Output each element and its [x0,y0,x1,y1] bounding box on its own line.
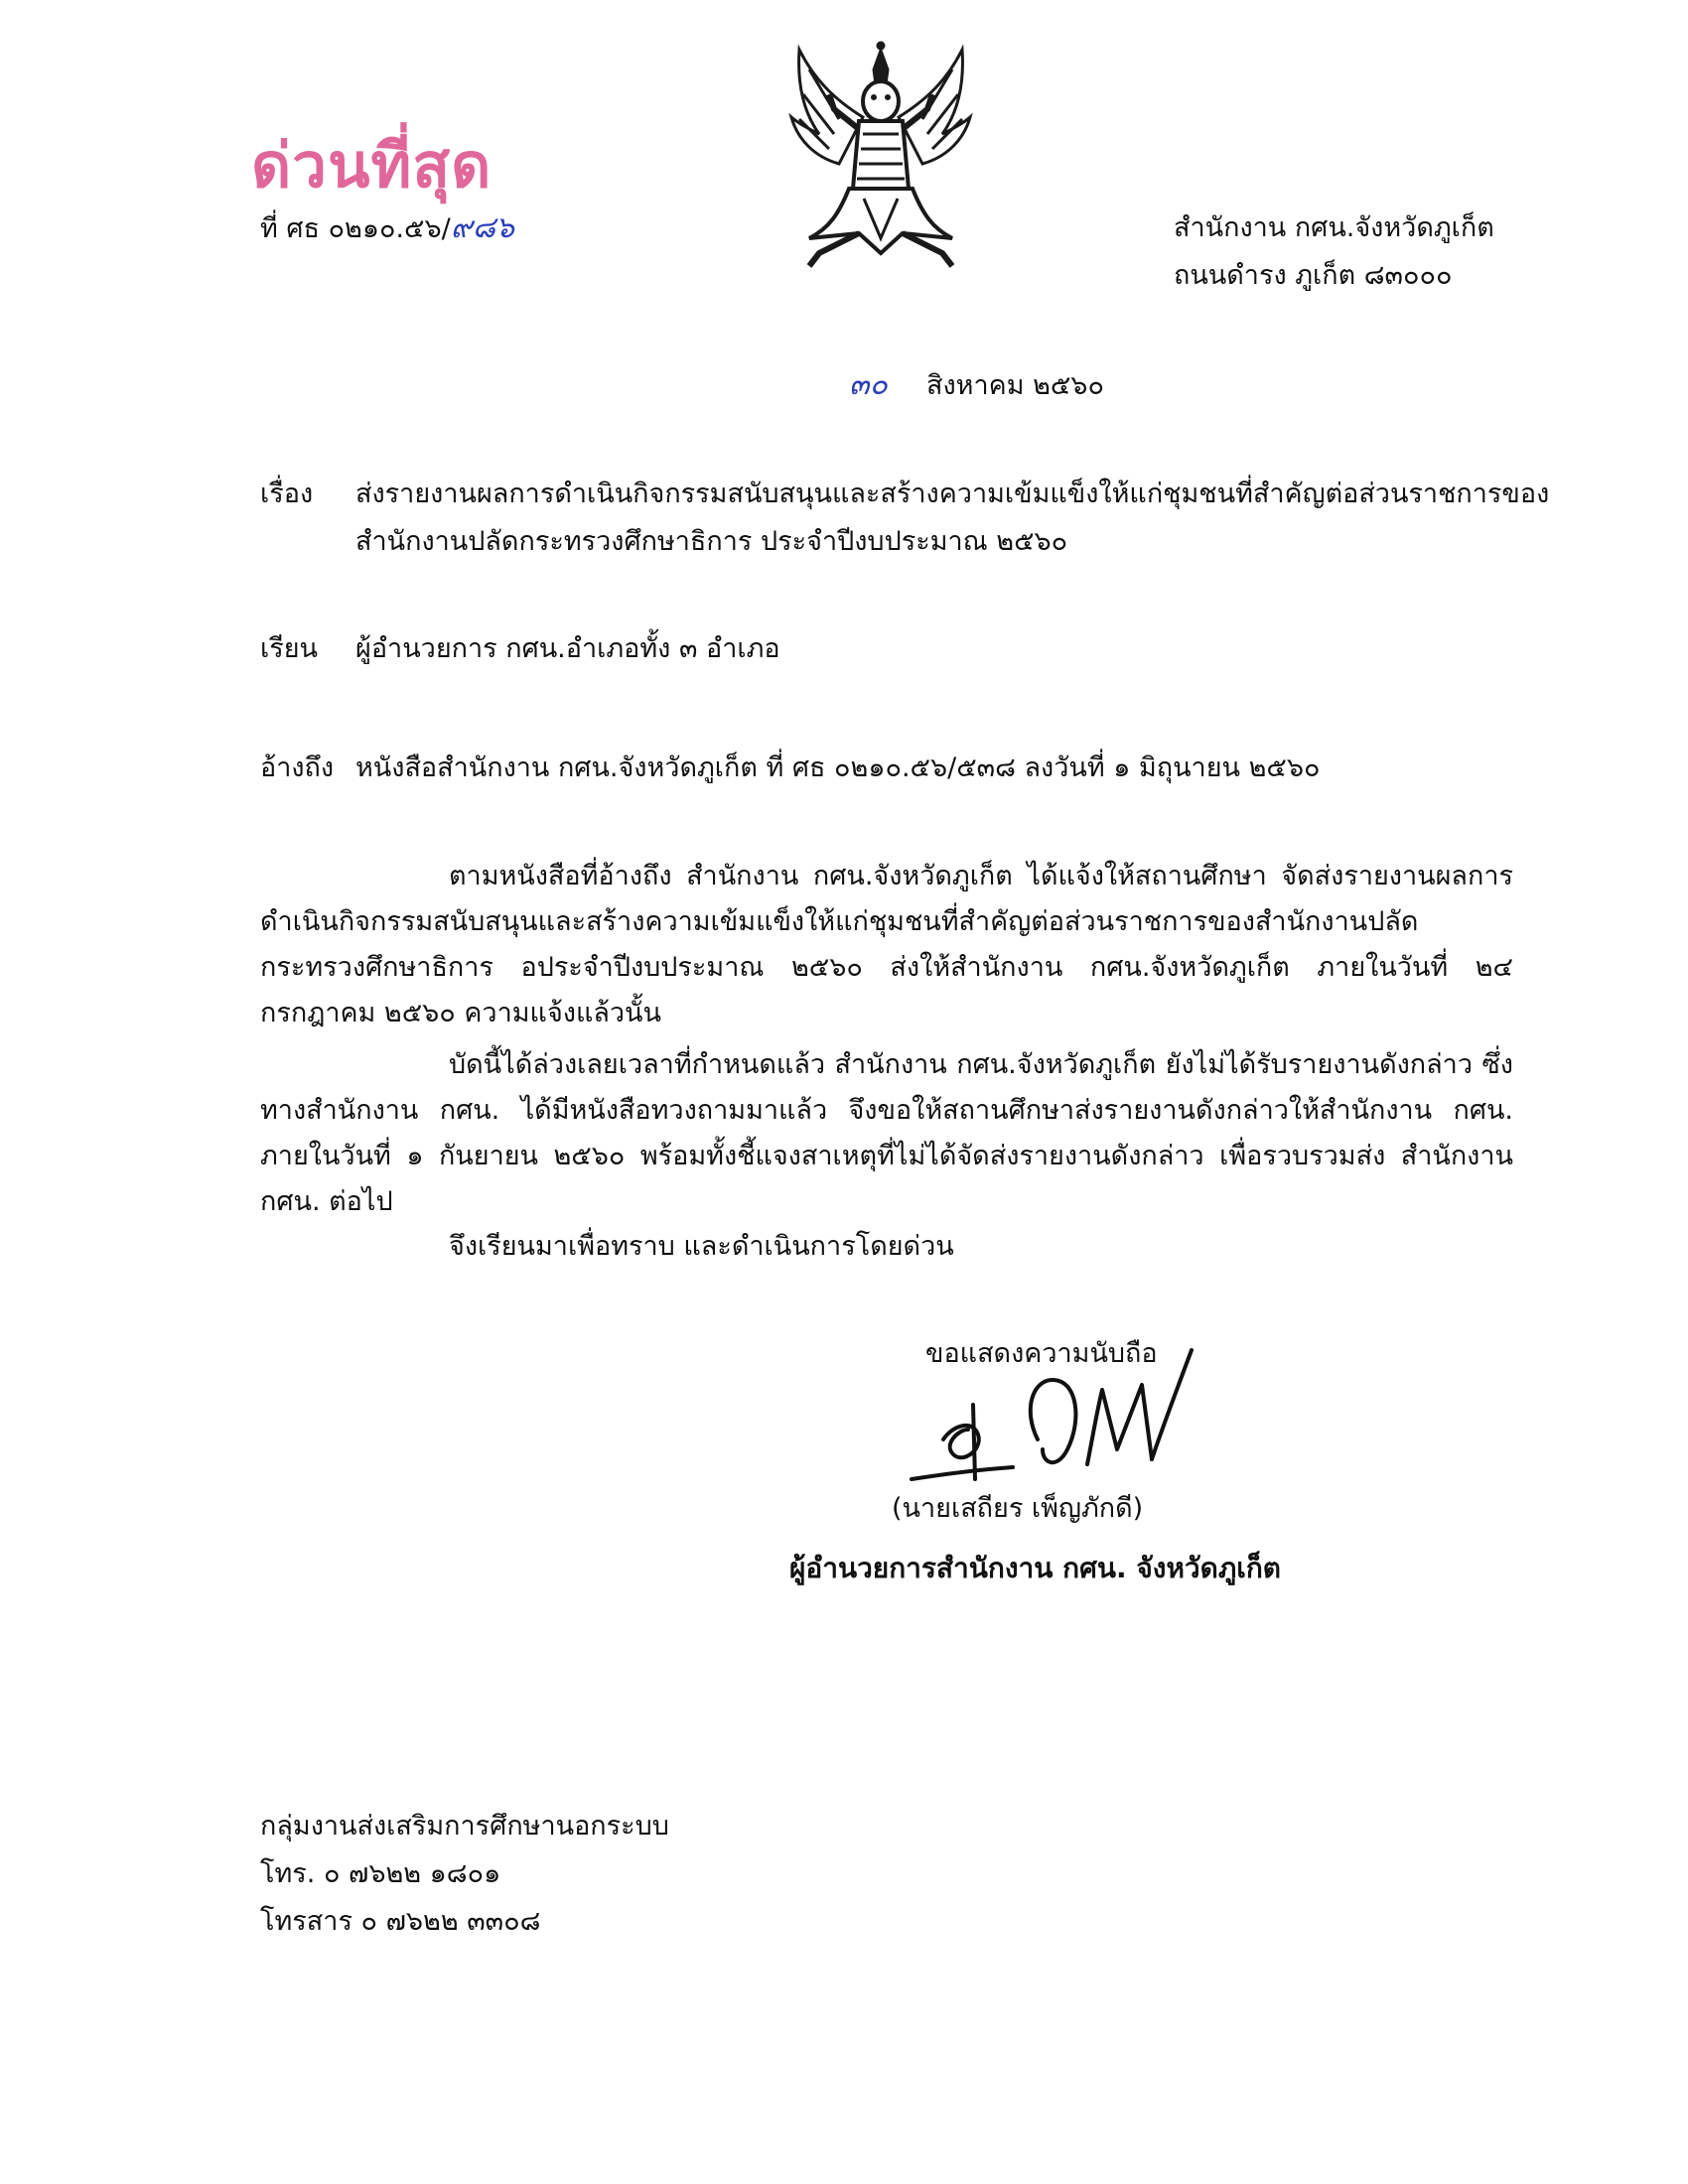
fax-number: โทรสาร ๐ ๗๖๒๒ ๓๓๐๘ [260,1906,541,1937]
body-paragraph-2 [260,1042,1513,1225]
handwritten-signature [904,1330,1201,1499]
document-number-prefix: ที่ ศธ ๐๒๑๐.๕๖/ [260,213,451,244]
department: กลุ่มงานส่งเสริมการศึกษานอกระบบ [260,1811,669,1842]
document-number-handwritten: ๙๘๖ [450,210,514,245]
closing-request: จึงเรียนมาเพื่อทราบ และดำเนินการโดยด่วน [449,1231,954,1262]
recipient-label: เรียน [260,633,319,664]
document-number [260,208,514,249]
body-paragraph-1 [260,854,1513,1036]
date-day-handwritten: ๓๐ [849,367,888,402]
garuda-emblem-icon [779,40,983,268]
document-date [849,365,1104,406]
signatory-position: ผู้อำนวยการสำนักงาน กศน. จังหวัดภูเก็ต [789,1552,1281,1584]
urgency-stamp: ด่วนที่สุด [251,129,492,202]
phone-number: โทร. ๐ ๗๖๒๒ ๑๘๐๑ [260,1858,501,1889]
subject-line-1: ส่งรายงานผลการดำเนินกิจกรรมสนับสนุนและสร้างความเข้มแข็งให้แก่ชุมชนที่สำคัญต่อส่วนราชการของ [355,478,1550,509]
office-name: สำนักงาน กศน.จังหวัดภูเก็ต [1174,212,1494,243]
recipient: ผู้อำนวยการ กศน.อำเภอทั้ง ๓ อำเภอ [355,633,780,664]
reference: หนังสือสำนักงาน กศน.จังหวัดภูเก็ต ที่ ศธ ๐๒๑๐.๕๖/๕๓๘ ลงวันที่ ๑ มิถุนายน ๒๕๖๐ [355,752,1321,783]
subject-label: เรื่อง [260,478,314,509]
signatory-name: (นายเสถียร เพ็ญภักดี) [892,1493,1144,1524]
reference-label: อ้างถึง [260,752,335,783]
body-paragraph-2-text: บัดนี้ได้ล่วงเลยเวลาที่กำหนดแล้ว สำนักงาน กศน.จังหวัดภูเก็ต ยังไม่ได้รับรายงานดังกล่าว ซึ่งทางสำนักงาน กศน. ได้มีหนังสือทวงถามมาแล้ว จึงขอให้สถานศึกษาส่งรายงานดังกล่าวให้สำนักงาน กศน. ภายในวันที่ ๑ กันยายน ๒๕๖๐ พร้อมทั้งชี้แจงสาเหตุที่ไม่ได้จัดส่งรายงานดังกล่าว เพื่อรวบรวมส่ง สำนักงาน กศน. ต่อไป [260,1049,1513,1217]
subject-line-2: สำนักงานปลัดกระทรวงศึกษาธิการ ประจำปีงบประมาณ ๒๕๖๐ [355,526,1068,557]
body-paragraph-1-text: ตามหนังสือที่อ้างถึง สำนักงาน กศน.จังหวัดภูเก็ต ได้แจ้งให้สถานศึกษา จัดส่งรายงานผลการดำเนินกิจกรรมสนับสนุนและสร้างความเข้มแข็งให้แก่ชุมชนที่สำคัญต่อส่วนราชการของสำนักงานปลัดกระทรวงศึกษาธิการ อประจำปีงบประมาณ ๒๕๖๐ ส่งให้สำนักงาน กศน.จังหวัดภูเก็ต ภายในวันที่ ๒๔ กรกฎาคม ๒๕๖๐ ความแจ้งแล้วนั้น [260,861,1513,1028]
office-address: ถนนดำรง ภูเก็ต ๘๓๐๐๐ [1174,260,1453,291]
closing-salutation: ขอแสดงความนับถือ [925,1338,1158,1369]
date-month-year: สิงหาคม ๒๕๖๐ [926,370,1104,401]
